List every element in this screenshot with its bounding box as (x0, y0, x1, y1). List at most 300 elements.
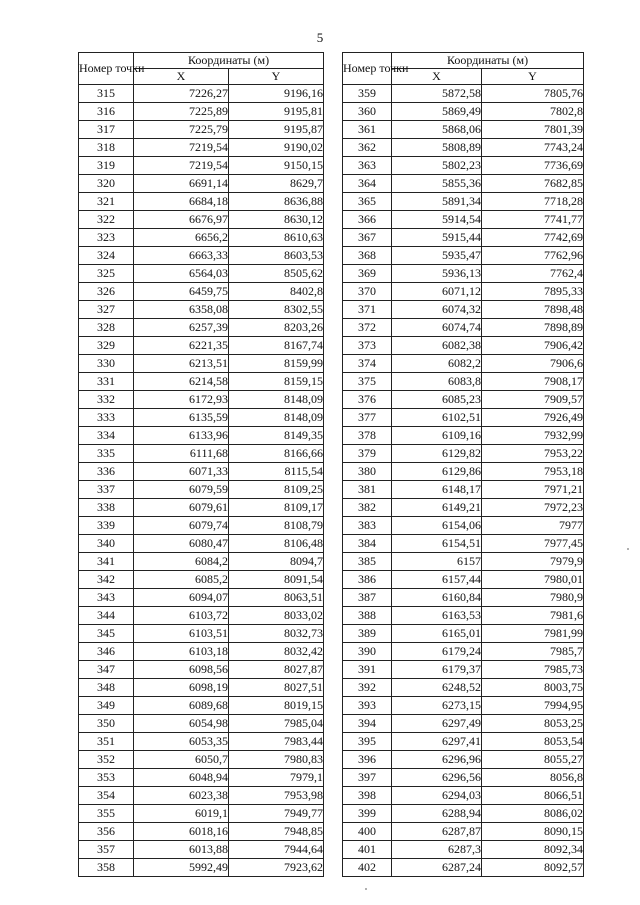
x-coordinate-cell: 6154,51 (392, 535, 482, 553)
point-number-header: Номер точки (79, 53, 134, 85)
point-number-cell: 329 (79, 337, 134, 355)
coordinates-table-body (343, 85, 584, 877)
table-row (79, 193, 324, 211)
x-coordinate-cell: 5808,89 (392, 139, 482, 157)
x-coordinate-cell: 5872,58 (392, 85, 482, 103)
x-coordinate-cell: 7219,54 (134, 139, 229, 157)
table-row (79, 733, 324, 751)
point-number-cell: 381 (343, 481, 392, 499)
coordinates-table-right (342, 52, 584, 877)
point-number-cell: 379 (343, 445, 392, 463)
point-number-cell: 343 (79, 589, 134, 607)
x-coordinate-cell: 6133,96 (134, 427, 229, 445)
x-coordinate-cell: 6098,56 (134, 661, 229, 679)
y-coordinate-cell: 7994,95 (482, 697, 584, 715)
table-row (343, 697, 584, 715)
point-number-cell: 402 (343, 859, 392, 877)
x-coordinate-cell: 6287,3 (392, 841, 482, 859)
point-number-cell: 364 (343, 175, 392, 193)
table-row (343, 841, 584, 859)
x-coordinate-cell: 6358,08 (134, 301, 229, 319)
point-number-cell: 387 (343, 589, 392, 607)
y-coordinate-cell: 7906,42 (482, 337, 584, 355)
point-number-cell: 334 (79, 427, 134, 445)
table-row (343, 517, 584, 535)
x-coordinate-cell: 6103,72 (134, 607, 229, 625)
point-number-cell: 326 (79, 283, 134, 301)
x-coordinate-cell: 6071,12 (392, 283, 482, 301)
y-coordinate-cell: 7805,76 (482, 85, 584, 103)
y-coordinate-cell: 7736,69 (482, 157, 584, 175)
coordinates-table-body (79, 85, 324, 877)
y-coordinate-cell: 7985,73 (482, 661, 584, 679)
table-row (343, 337, 584, 355)
x-coordinate-cell: 6459,75 (134, 283, 229, 301)
point-number-cell: 384 (343, 535, 392, 553)
table-row (79, 355, 324, 373)
y-coordinate-cell: 7906,6 (482, 355, 584, 373)
table-row (343, 103, 584, 121)
table-row (79, 769, 324, 787)
point-number-cell: 373 (343, 337, 392, 355)
point-number-cell: 327 (79, 301, 134, 319)
y-coordinate-cell: 7980,9 (482, 589, 584, 607)
y-coordinate-cell: 9195,81 (229, 103, 324, 121)
y-coordinate-cell: 7923,62 (229, 859, 324, 877)
y-coordinate-cell: 7980,83 (229, 751, 324, 769)
table-row (343, 373, 584, 391)
y-coordinate-cell: 7762,96 (482, 247, 584, 265)
x-coordinate-cell: 6129,82 (392, 445, 482, 463)
table-row (343, 535, 584, 553)
point-number-cell: 376 (343, 391, 392, 409)
y-coordinate-cell: 8056,8 (482, 769, 584, 787)
y-coordinate-cell: 7741,77 (482, 211, 584, 229)
table-row (343, 643, 584, 661)
point-number-cell: 369 (343, 265, 392, 283)
table-row (79, 625, 324, 643)
point-number-cell: 393 (343, 697, 392, 715)
point-number-cell: 316 (79, 103, 134, 121)
y-coordinate-cell: 7977 (482, 517, 584, 535)
y-coordinate-cell: 7949,77 (229, 805, 324, 823)
point-number-cell: 351 (79, 733, 134, 751)
table-row (79, 661, 324, 679)
y-coordinate-cell: 9195,87 (229, 121, 324, 139)
x-coordinate-cell: 6071,33 (134, 463, 229, 481)
point-number-cell: 368 (343, 247, 392, 265)
point-number-cell: 400 (343, 823, 392, 841)
y-coordinate-cell: 7977,45 (482, 535, 584, 553)
table-row (79, 697, 324, 715)
table-row (79, 787, 324, 805)
point-number-cell: 318 (79, 139, 134, 157)
point-number-cell: 361 (343, 121, 392, 139)
table-row (79, 157, 324, 175)
y-coordinate-cell: 8109,25 (229, 481, 324, 499)
y-coordinate-cell: 7979,1 (229, 769, 324, 787)
y-coordinate-cell: 7742,69 (482, 229, 584, 247)
point-number-cell: 323 (79, 229, 134, 247)
x-coordinate-cell: 6154,06 (392, 517, 482, 535)
point-number-cell: 360 (343, 103, 392, 121)
point-number-cell: 367 (343, 229, 392, 247)
point-number-cell: 337 (79, 481, 134, 499)
point-number-cell: 398 (343, 787, 392, 805)
x-coordinate-cell: 6676,97 (134, 211, 229, 229)
y-coordinate-cell: 7972,23 (482, 499, 584, 517)
point-number-cell: 325 (79, 265, 134, 283)
x-coordinate-cell: 6080,47 (134, 535, 229, 553)
x-coordinate-cell: 6082,2 (392, 355, 482, 373)
table-row (343, 301, 584, 319)
coordinates-header: Координаты (м) (392, 53, 584, 69)
point-number-cell: 344 (79, 607, 134, 625)
x-coordinate-cell: 6054,98 (134, 715, 229, 733)
point-number-cell: 366 (343, 211, 392, 229)
point-number-cell: 349 (79, 697, 134, 715)
y-coordinate-cell: 8053,25 (482, 715, 584, 733)
x-coordinate-cell: 6297,49 (392, 715, 482, 733)
table-row (343, 481, 584, 499)
table-row (343, 85, 584, 103)
table-row (79, 373, 324, 391)
coordinates-table-left (78, 52, 324, 877)
y-coordinate-cell: 7802,8 (482, 103, 584, 121)
table-row (343, 157, 584, 175)
point-number-cell: 354 (79, 787, 134, 805)
table-row (79, 301, 324, 319)
y-coordinate-cell: 7908,17 (482, 373, 584, 391)
x-coordinate-cell: 6050,7 (134, 751, 229, 769)
point-number-cell: 391 (343, 661, 392, 679)
x-coordinate-cell: 6103,18 (134, 643, 229, 661)
y-coordinate-cell: 8027,87 (229, 661, 324, 679)
table-row (343, 463, 584, 481)
y-coordinate-cell: 7898,89 (482, 319, 584, 337)
table-row (79, 85, 324, 103)
x-coordinate-cell: 5891,34 (392, 193, 482, 211)
y-coordinate-cell: 7971,21 (482, 481, 584, 499)
table-row (79, 535, 324, 553)
x-coordinate-cell: 6082,38 (392, 337, 482, 355)
y-coordinate-cell: 8505,62 (229, 265, 324, 283)
x-coordinate-cell: 5936,13 (392, 265, 482, 283)
table-row (343, 661, 584, 679)
y-coordinate-cell: 7718,28 (482, 193, 584, 211)
y-coordinate-cell: 7985,04 (229, 715, 324, 733)
x-coordinate-cell: 6663,33 (134, 247, 229, 265)
table-row (343, 625, 584, 643)
x-coordinate-cell: 6098,19 (134, 679, 229, 697)
x-coordinate-cell: 6165,01 (392, 625, 482, 643)
scan-speck (627, 548, 629, 550)
point-number-cell: 317 (79, 121, 134, 139)
x-coordinate-cell: 6656,2 (134, 229, 229, 247)
y-coordinate-cell: 8090,15 (482, 823, 584, 841)
table-row (79, 481, 324, 499)
point-number-cell: 333 (79, 409, 134, 427)
table-row (343, 193, 584, 211)
y-coordinate-cell: 8167,74 (229, 337, 324, 355)
point-number-cell: 394 (343, 715, 392, 733)
table-row (343, 679, 584, 697)
table-row (343, 283, 584, 301)
point-number-cell: 320 (79, 175, 134, 193)
point-number-cell: 363 (343, 157, 392, 175)
table-row (343, 211, 584, 229)
table-row (79, 409, 324, 427)
point-number-cell: 346 (79, 643, 134, 661)
point-number-cell: 378 (343, 427, 392, 445)
x-coordinate-cell: 6135,59 (134, 409, 229, 427)
x-coordinate-cell: 5915,44 (392, 229, 482, 247)
y-coordinate-cell: 8106,48 (229, 535, 324, 553)
y-coordinate-cell: 8636,88 (229, 193, 324, 211)
x-coordinate-cell: 6083,8 (392, 373, 482, 391)
table-row (79, 247, 324, 265)
x-coordinate-cell: 6163,53 (392, 607, 482, 625)
table-row (79, 715, 324, 733)
table-row (343, 553, 584, 571)
y-coordinate-cell: 8094,7 (229, 553, 324, 571)
table-row (79, 679, 324, 697)
y-coordinate-cell: 8027,51 (229, 679, 324, 697)
table-row (79, 805, 324, 823)
y-coordinate-cell: 8402,8 (229, 283, 324, 301)
table-row (343, 355, 584, 373)
point-number-header: Номер точки (343, 53, 392, 85)
table-row (79, 391, 324, 409)
y-coordinate-cell: 7909,57 (482, 391, 584, 409)
table-row (79, 517, 324, 535)
point-number-cell: 350 (79, 715, 134, 733)
point-number-cell: 401 (343, 841, 392, 859)
table-row (343, 823, 584, 841)
table-row (79, 463, 324, 481)
x-coordinate-cell: 7225,89 (134, 103, 229, 121)
table-row (79, 643, 324, 661)
y-coordinate-cell: 7926,49 (482, 409, 584, 427)
table-row (79, 823, 324, 841)
point-number-cell: 383 (343, 517, 392, 535)
point-number-cell: 370 (343, 283, 392, 301)
y-coordinate-cell: 7895,33 (482, 283, 584, 301)
y-coordinate-cell: 8159,99 (229, 355, 324, 373)
x-coordinate-cell: 6287,87 (392, 823, 482, 841)
y-coordinate-cell: 7980,01 (482, 571, 584, 589)
x-coordinate-cell: 5868,06 (392, 121, 482, 139)
point-number-cell: 332 (79, 391, 134, 409)
y-coordinate-cell: 8019,15 (229, 697, 324, 715)
y-coordinate-cell: 8149,35 (229, 427, 324, 445)
y-coordinate-cell: 8148,09 (229, 391, 324, 409)
y-coordinate-cell: 7979,9 (482, 553, 584, 571)
x-coordinate-cell: 6018,16 (134, 823, 229, 841)
x-coordinate-cell: 6148,17 (392, 481, 482, 499)
y-coordinate-cell: 7953,98 (229, 787, 324, 805)
table-row (343, 427, 584, 445)
x-coordinate-cell: 6048,94 (134, 769, 229, 787)
x-coordinate-cell: 6214,58 (134, 373, 229, 391)
x-coordinate-cell: 6084,2 (134, 553, 229, 571)
table-row (343, 769, 584, 787)
table-row (343, 499, 584, 517)
y-column-header: Y (482, 69, 584, 85)
point-number-cell: 330 (79, 355, 134, 373)
page-number: 5 (316, 30, 324, 45)
table-row (343, 733, 584, 751)
point-number-cell: 382 (343, 499, 392, 517)
y-coordinate-cell: 7898,48 (482, 301, 584, 319)
table-row (343, 319, 584, 337)
table-row (79, 139, 324, 157)
x-coordinate-cell: 6074,74 (392, 319, 482, 337)
x-coordinate-cell: 6053,35 (134, 733, 229, 751)
table-row (79, 427, 324, 445)
point-number-cell: 362 (343, 139, 392, 157)
y-coordinate-cell: 8063,51 (229, 589, 324, 607)
point-number-cell: 345 (79, 625, 134, 643)
x-coordinate-cell: 6111,68 (134, 445, 229, 463)
point-number-cell: 328 (79, 319, 134, 337)
y-coordinate-cell: 8108,79 (229, 517, 324, 535)
y-coordinate-cell: 7983,44 (229, 733, 324, 751)
point-number-cell: 339 (79, 517, 134, 535)
point-number-cell: 341 (79, 553, 134, 571)
x-coordinate-cell: 6564,03 (134, 265, 229, 283)
y-coordinate-cell: 8086,02 (482, 805, 584, 823)
point-number-cell: 353 (79, 769, 134, 787)
point-number-cell: 386 (343, 571, 392, 589)
y-coordinate-cell: 8003,75 (482, 679, 584, 697)
table-row (343, 247, 584, 265)
x-coordinate-cell: 5935,47 (392, 247, 482, 265)
table-row (343, 859, 584, 877)
table-row (79, 319, 324, 337)
y-coordinate-cell: 9196,16 (229, 85, 324, 103)
y-coordinate-cell: 7682,85 (482, 175, 584, 193)
x-coordinate-cell: 6079,74 (134, 517, 229, 535)
x-coordinate-cell: 6102,51 (392, 409, 482, 427)
point-number-cell: 396 (343, 751, 392, 769)
x-coordinate-cell: 6129,86 (392, 463, 482, 481)
y-coordinate-cell: 9150,15 (229, 157, 324, 175)
x-coordinate-cell: 6257,39 (134, 319, 229, 337)
y-coordinate-cell: 7762,4 (482, 265, 584, 283)
y-coordinate-cell: 8032,42 (229, 643, 324, 661)
x-coordinate-cell: 7225,79 (134, 121, 229, 139)
point-number-cell: 321 (79, 193, 134, 211)
y-coordinate-cell: 8092,57 (482, 859, 584, 877)
x-coordinate-cell: 7226,27 (134, 85, 229, 103)
table-row (343, 229, 584, 247)
table-row (79, 121, 324, 139)
point-number-cell: 322 (79, 211, 134, 229)
y-coordinate-cell: 8033,02 (229, 607, 324, 625)
x-coordinate-cell: 6157,44 (392, 571, 482, 589)
y-coordinate-cell: 9190,02 (229, 139, 324, 157)
table-row (343, 607, 584, 625)
x-coordinate-cell: 6221,35 (134, 337, 229, 355)
y-coordinate-cell: 7743,24 (482, 139, 584, 157)
y-coordinate-cell: 8032,73 (229, 625, 324, 643)
point-number-cell: 347 (79, 661, 134, 679)
table-row (343, 121, 584, 139)
point-number-cell: 389 (343, 625, 392, 643)
x-coordinate-cell: 6294,03 (392, 787, 482, 805)
point-number-cell: 340 (79, 535, 134, 553)
table-row (343, 445, 584, 463)
table-row (79, 283, 324, 301)
y-coordinate-cell: 8055,27 (482, 751, 584, 769)
y-coordinate-cell: 8302,55 (229, 301, 324, 319)
point-number-cell: 359 (343, 85, 392, 103)
point-number-cell: 331 (79, 373, 134, 391)
y-coordinate-cell: 8203,26 (229, 319, 324, 337)
point-number-cell: 355 (79, 805, 134, 823)
x-coordinate-cell: 6287,24 (392, 859, 482, 877)
y-coordinate-cell: 8610,63 (229, 229, 324, 247)
x-coordinate-cell: 6691,14 (134, 175, 229, 193)
y-coordinate-cell: 7801,39 (482, 121, 584, 139)
x-coordinate-cell: 6089,68 (134, 697, 229, 715)
x-coordinate-cell: 6085,23 (392, 391, 482, 409)
y-coordinate-cell: 7981,99 (482, 625, 584, 643)
table-row (79, 607, 324, 625)
table-row (343, 409, 584, 427)
x-coordinate-cell: 6023,38 (134, 787, 229, 805)
x-coordinate-cell: 6296,96 (392, 751, 482, 769)
x-coordinate-cell: 6160,84 (392, 589, 482, 607)
point-number-cell: 336 (79, 463, 134, 481)
x-coordinate-cell: 6079,61 (134, 499, 229, 517)
x-coordinate-cell: 6296,56 (392, 769, 482, 787)
table-row (79, 553, 324, 571)
y-coordinate-cell: 7953,18 (482, 463, 584, 481)
x-coordinate-cell: 6288,94 (392, 805, 482, 823)
y-coordinate-cell: 8066,51 (482, 787, 584, 805)
y-coordinate-cell: 7944,64 (229, 841, 324, 859)
table-row (79, 103, 324, 121)
y-coordinate-cell: 7948,85 (229, 823, 324, 841)
y-coordinate-cell: 8091,54 (229, 571, 324, 589)
point-number-cell: 315 (79, 85, 134, 103)
table-row (79, 499, 324, 517)
point-number-cell: 335 (79, 445, 134, 463)
point-number-cell: 371 (343, 301, 392, 319)
x-coordinate-cell: 6213,51 (134, 355, 229, 373)
point-number-cell: 397 (343, 769, 392, 787)
x-coordinate-cell: 6172,93 (134, 391, 229, 409)
table-row (79, 859, 324, 877)
y-column-header: Y (229, 69, 324, 85)
x-coordinate-cell: 6157 (392, 553, 482, 571)
table-row (343, 805, 584, 823)
y-coordinate-cell: 8053,54 (482, 733, 584, 751)
y-coordinate-cell: 7985,7 (482, 643, 584, 661)
point-number-cell: 377 (343, 409, 392, 427)
point-number-cell: 388 (343, 607, 392, 625)
x-coordinate-cell: 5992,49 (134, 859, 229, 877)
table-row (79, 589, 324, 607)
table-row (343, 265, 584, 283)
point-number-cell: 352 (79, 751, 134, 769)
point-number-cell: 372 (343, 319, 392, 337)
x-coordinate-cell: 6094,07 (134, 589, 229, 607)
y-coordinate-cell: 8109,17 (229, 499, 324, 517)
point-number-cell: 392 (343, 679, 392, 697)
